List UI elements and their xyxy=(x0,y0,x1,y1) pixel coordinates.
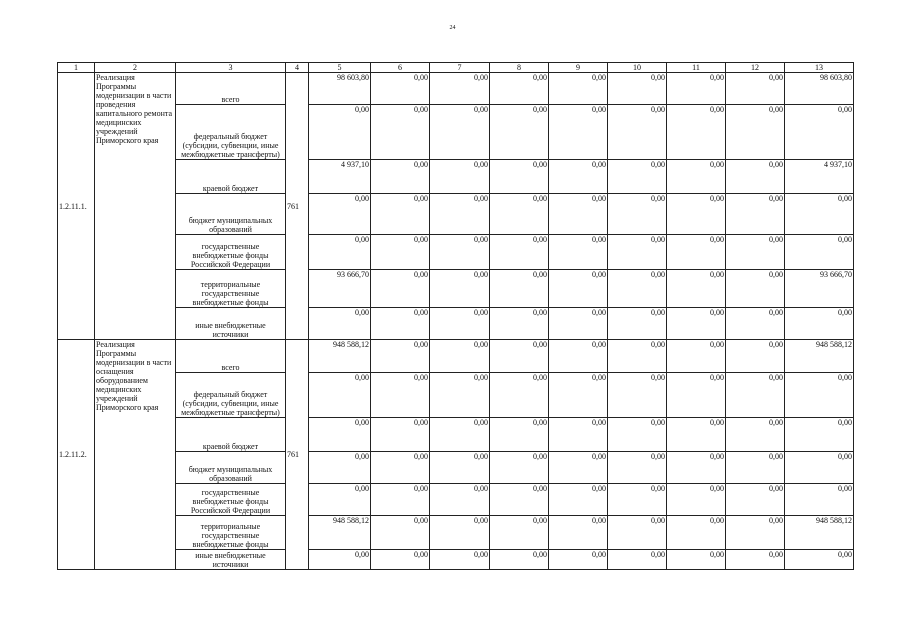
column-number: 5 xyxy=(309,63,371,73)
amount-cell: 0,00 xyxy=(726,194,785,235)
amount-cell: 0,00 xyxy=(549,550,608,570)
budget-table xyxy=(57,62,854,570)
amount-cell: 0,00 xyxy=(667,373,726,418)
page-number: 24 xyxy=(449,25,456,31)
table-row xyxy=(58,418,854,452)
amount-cell: 0,00 xyxy=(371,550,430,570)
amount-cell: 0,00 xyxy=(549,373,608,418)
column-number: 10 xyxy=(608,63,667,73)
measure-name: Реализация Программы модернизации в части оснащения оборудованием медицинских учреждений Приморского края xyxy=(95,340,176,570)
column-number: 1 xyxy=(58,63,95,73)
amount-cell: 0,00 xyxy=(608,373,667,418)
amount-cell: 0,00 xyxy=(726,373,785,418)
amount-cell: 0,00 xyxy=(667,73,726,105)
amount-cell: 0,00 xyxy=(549,270,608,308)
amount-cell: 0,00 xyxy=(667,270,726,308)
amount-cell: 0,00 xyxy=(371,160,430,194)
row-code: 1.2.11.1. xyxy=(58,73,95,340)
amount-cell: 0,00 xyxy=(309,373,371,418)
amount-cell: 4 937,10 xyxy=(785,160,854,194)
amount-cell: 0,00 xyxy=(549,160,608,194)
amount-cell: 0,00 xyxy=(371,73,430,105)
amount-cell: 0,00 xyxy=(608,516,667,550)
column-number: 7 xyxy=(430,63,490,73)
table-row xyxy=(58,308,854,340)
funding-source: государственные внебюджетные фонды Российской Федерации xyxy=(176,484,286,516)
amount-cell: 0,00 xyxy=(785,373,854,418)
amount-cell: 0,00 xyxy=(371,194,430,235)
amount-cell: 0,00 xyxy=(490,194,549,235)
amount-cell: 0,00 xyxy=(309,308,371,340)
amount-cell: 0,00 xyxy=(726,160,785,194)
amount-cell: 0,00 xyxy=(309,105,371,160)
amount-cell: 0,00 xyxy=(371,418,430,452)
amount-cell: 0,00 xyxy=(726,516,785,550)
funding-source: территориальные государственные внебюджетные фонды xyxy=(176,270,286,308)
amount-cell: 0,00 xyxy=(371,105,430,160)
funding-source: федеральный бюджет (субсидии, субвенции, иные межбюджетные трансферты) xyxy=(176,105,286,160)
amount-cell: 0,00 xyxy=(608,73,667,105)
table-row xyxy=(58,235,854,270)
amount-cell: 0,00 xyxy=(549,340,608,373)
amount-cell: 0,00 xyxy=(667,484,726,516)
column-number: 9 xyxy=(549,63,608,73)
amount-cell: 0,00 xyxy=(430,73,490,105)
amount-cell: 0,00 xyxy=(549,235,608,270)
amount-cell: 0,00 xyxy=(371,235,430,270)
funding-source: краевой бюджет xyxy=(176,418,286,452)
column-number: 4 xyxy=(286,63,309,73)
amount-cell: 98 603,80 xyxy=(785,73,854,105)
amount-cell: 0,00 xyxy=(549,516,608,550)
column-number: 6 xyxy=(371,63,430,73)
amount-cell: 0,00 xyxy=(785,452,854,484)
amount-cell: 0,00 xyxy=(490,235,549,270)
amount-cell: 0,00 xyxy=(726,550,785,570)
amount-cell: 0,00 xyxy=(371,308,430,340)
funding-source: федеральный бюджет (субсидии, субвенции, иные межбюджетные трансферты) xyxy=(176,373,286,418)
amount-cell: 0,00 xyxy=(785,550,854,570)
table-row xyxy=(58,516,854,550)
amount-cell: 0,00 xyxy=(549,308,608,340)
amount-cell: 0,00 xyxy=(608,484,667,516)
funding-source: бюджет муниципальных образований xyxy=(176,194,286,235)
amount-cell: 0,00 xyxy=(549,484,608,516)
column-number: 13 xyxy=(785,63,854,73)
amount-cell: 0,00 xyxy=(667,105,726,160)
amount-cell: 0,00 xyxy=(667,516,726,550)
amount-cell: 0,00 xyxy=(726,340,785,373)
amount-cell: 0,00 xyxy=(608,105,667,160)
table-row xyxy=(58,73,854,105)
amount-cell: 948 588,12 xyxy=(309,516,371,550)
amount-cell: 0,00 xyxy=(490,418,549,452)
amount-cell: 0,00 xyxy=(608,308,667,340)
funding-source: территориальные государственные внебюджетные фонды xyxy=(176,516,286,550)
amount-cell: 0,00 xyxy=(430,452,490,484)
amount-cell: 0,00 xyxy=(490,516,549,550)
amount-cell: 0,00 xyxy=(549,105,608,160)
amount-cell: 0,00 xyxy=(371,484,430,516)
funding-source: иные внебюджетные источники xyxy=(176,550,286,570)
table-row xyxy=(58,160,854,194)
amount-cell: 0,00 xyxy=(430,550,490,570)
amount-cell: 0,00 xyxy=(371,516,430,550)
amount-cell: 0,00 xyxy=(490,270,549,308)
amount-cell: 0,00 xyxy=(309,194,371,235)
amount-cell: 0,00 xyxy=(430,308,490,340)
grbs-code: 761 xyxy=(286,340,309,570)
column-number: 8 xyxy=(490,63,549,73)
row-code: 1.2.11.2. xyxy=(58,340,95,570)
amount-cell: 0,00 xyxy=(371,340,430,373)
amount-cell: 0,00 xyxy=(667,418,726,452)
amount-cell: 0,00 xyxy=(667,308,726,340)
table-row xyxy=(58,105,854,160)
amount-cell: 0,00 xyxy=(309,418,371,452)
amount-cell: 0,00 xyxy=(490,452,549,484)
grbs-code: 761 xyxy=(286,73,309,340)
amount-cell: 0,00 xyxy=(608,340,667,373)
funding-source: всего xyxy=(176,340,286,373)
amount-cell: 0,00 xyxy=(371,373,430,418)
column-number: 3 xyxy=(176,63,286,73)
table-row xyxy=(58,550,854,570)
amount-cell: 0,00 xyxy=(608,194,667,235)
amount-cell: 93 666,70 xyxy=(785,270,854,308)
amount-cell: 0,00 xyxy=(430,340,490,373)
amount-cell: 0,00 xyxy=(549,452,608,484)
amount-cell: 0,00 xyxy=(490,340,549,373)
amount-cell: 948 588,12 xyxy=(785,516,854,550)
amount-cell: 948 588,12 xyxy=(309,340,371,373)
amount-cell: 0,00 xyxy=(490,73,549,105)
amount-cell: 93 666,70 xyxy=(309,270,371,308)
funding-source: иные внебюджетные источники xyxy=(176,308,286,340)
amount-cell: 0,00 xyxy=(785,418,854,452)
amount-cell: 0,00 xyxy=(726,235,785,270)
amount-cell: 0,00 xyxy=(430,105,490,160)
amount-cell: 0,00 xyxy=(667,235,726,270)
amount-cell: 0,00 xyxy=(430,270,490,308)
table-row xyxy=(58,194,854,235)
table-row xyxy=(58,340,854,373)
amount-cell: 0,00 xyxy=(430,418,490,452)
funding-source: краевой бюджет xyxy=(176,160,286,194)
amount-cell: 0,00 xyxy=(490,160,549,194)
funding-source: бюджет муниципальных образований xyxy=(176,452,286,484)
amount-cell: 0,00 xyxy=(726,484,785,516)
amount-cell: 0,00 xyxy=(490,105,549,160)
amount-cell: 0,00 xyxy=(667,550,726,570)
column-number: 12 xyxy=(726,63,785,73)
amount-cell: 0,00 xyxy=(608,235,667,270)
amount-cell: 0,00 xyxy=(430,484,490,516)
amount-cell: 0,00 xyxy=(371,270,430,308)
amount-cell: 0,00 xyxy=(309,550,371,570)
amount-cell: 0,00 xyxy=(490,373,549,418)
funding-source: государственные внебюджетные фонды Российской Федерации xyxy=(176,235,286,270)
amount-cell: 0,00 xyxy=(309,452,371,484)
amount-cell: 0,00 xyxy=(785,235,854,270)
amount-cell: 0,00 xyxy=(430,235,490,270)
amount-cell: 0,00 xyxy=(490,550,549,570)
amount-cell: 0,00 xyxy=(430,373,490,418)
amount-cell: 0,00 xyxy=(608,270,667,308)
amount-cell: 0,00 xyxy=(608,160,667,194)
amount-cell: 0,00 xyxy=(309,235,371,270)
amount-cell: 0,00 xyxy=(726,418,785,452)
table-row xyxy=(58,452,854,484)
amount-cell: 0,00 xyxy=(667,160,726,194)
amount-cell: 4 937,10 xyxy=(309,160,371,194)
amount-cell: 0,00 xyxy=(785,484,854,516)
amount-cell: 0,00 xyxy=(667,452,726,484)
amount-cell: 0,00 xyxy=(608,550,667,570)
measure-name: Реализация Программы модернизации в части проведения капитального ремонта медицинских учреждений Приморского края xyxy=(95,73,176,340)
amount-cell: 0,00 xyxy=(490,308,549,340)
column-number: 11 xyxy=(667,63,726,73)
amount-cell: 0,00 xyxy=(785,105,854,160)
column-number: 2 xyxy=(95,63,176,73)
amount-cell: 0,00 xyxy=(549,194,608,235)
amount-cell: 0,00 xyxy=(549,418,608,452)
amount-cell: 0,00 xyxy=(490,484,549,516)
amount-cell: 0,00 xyxy=(430,194,490,235)
amount-cell: 0,00 xyxy=(430,160,490,194)
amount-cell: 0,00 xyxy=(667,194,726,235)
amount-cell: 0,00 xyxy=(726,270,785,308)
amount-cell: 0,00 xyxy=(371,452,430,484)
amount-cell: 0,00 xyxy=(667,340,726,373)
amount-cell: 0,00 xyxy=(430,516,490,550)
amount-cell: 948 588,12 xyxy=(785,340,854,373)
amount-cell: 0,00 xyxy=(309,484,371,516)
amount-cell: 0,00 xyxy=(608,452,667,484)
amount-cell: 0,00 xyxy=(726,452,785,484)
amount-cell: 0,00 xyxy=(549,73,608,105)
amount-cell: 0,00 xyxy=(726,308,785,340)
amount-cell: 0,00 xyxy=(608,418,667,452)
amount-cell: 0,00 xyxy=(785,308,854,340)
table-row xyxy=(58,373,854,418)
column-number-row xyxy=(58,63,854,73)
table-row xyxy=(58,484,854,516)
amount-cell: 98 603,80 xyxy=(309,73,371,105)
amount-cell: 0,00 xyxy=(726,105,785,160)
table-row xyxy=(58,270,854,308)
amount-cell: 0,00 xyxy=(785,194,854,235)
amount-cell: 0,00 xyxy=(726,73,785,105)
funding-source: всего xyxy=(176,73,286,105)
